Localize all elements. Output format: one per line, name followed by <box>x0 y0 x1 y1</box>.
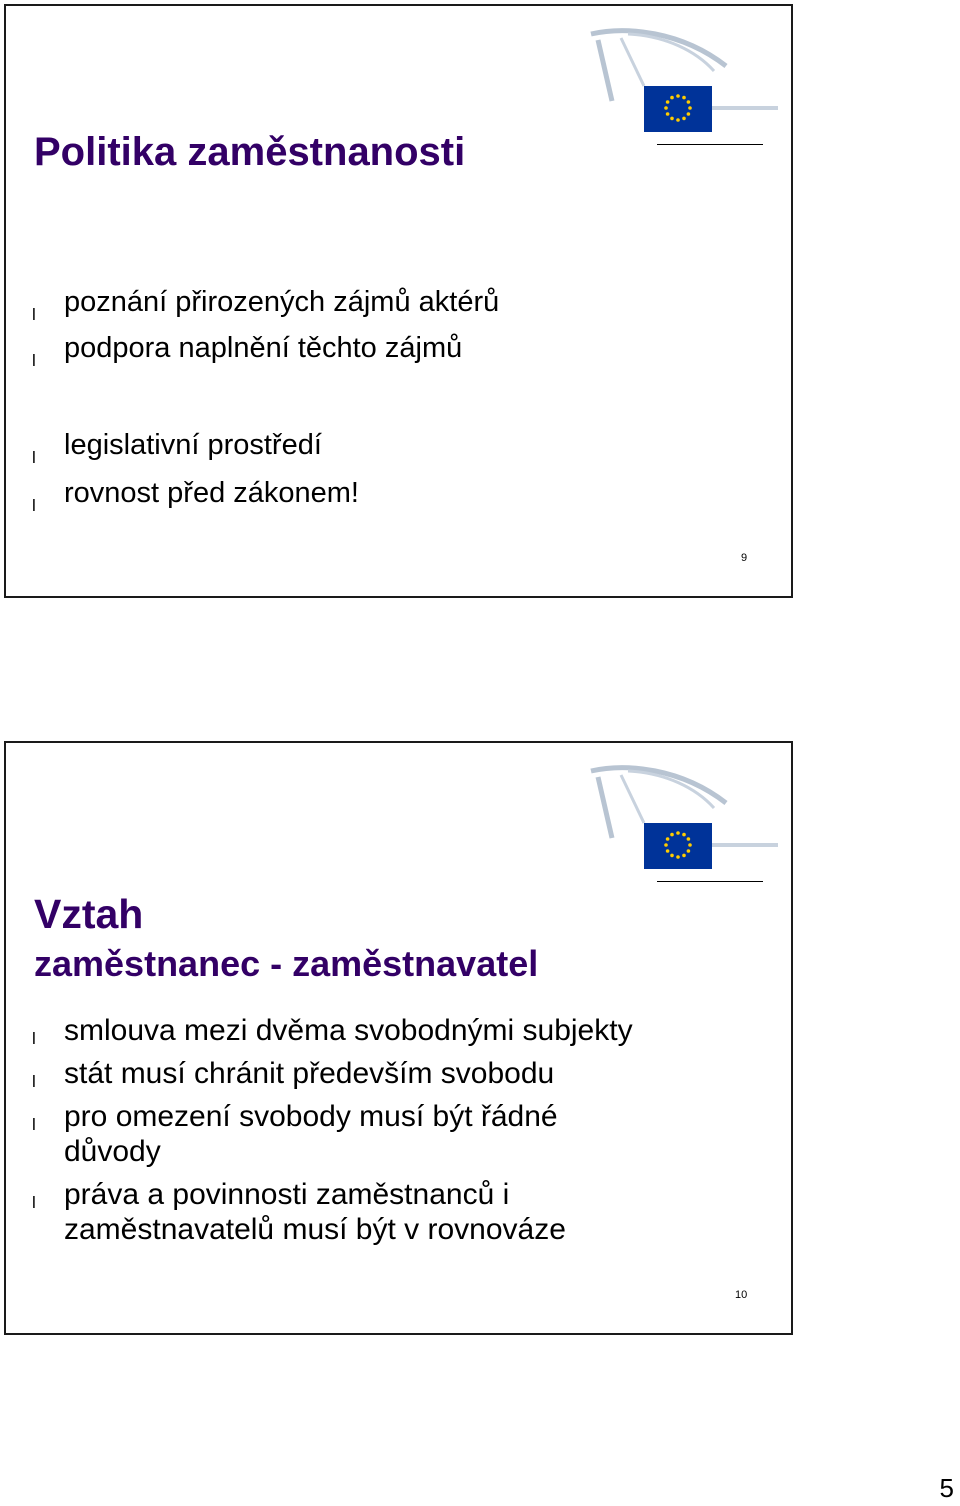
bullet-marker: l <box>32 1029 36 1048</box>
bullet-marker: l <box>32 1115 36 1134</box>
bullet-text: poznání přirozených zájmů aktérů <box>64 286 500 318</box>
bullet-marker: l <box>32 1072 36 1091</box>
bullet-marker: l <box>32 448 36 467</box>
list-item <box>32 469 359 517</box>
list-item <box>32 421 359 469</box>
bullet-list <box>32 421 359 517</box>
bullet-text: legislativní prostředí <box>64 429 322 461</box>
slide-10 <box>4 741 793 1335</box>
list-item <box>32 1056 652 1091</box>
bullet-list <box>32 279 499 371</box>
bullet-list <box>32 1013 652 1255</box>
bullet-marker: l <box>32 351 36 370</box>
list-item <box>32 325 499 371</box>
bullet-text: pro omezení svobody musí být řádné důvody <box>64 1100 558 1168</box>
bullet-marker: l <box>32 1193 36 1212</box>
bullet-text: podpora naplnění těchto zájmů <box>64 332 463 364</box>
slide-number: 9 <box>741 552 748 564</box>
header-rule <box>657 881 763 882</box>
list-item <box>32 1099 652 1169</box>
page-number: 5 <box>939 1473 954 1503</box>
list-item <box>32 279 499 325</box>
header-rule <box>657 144 763 145</box>
bullet-text: stát musí chránit především svobodu <box>64 1057 555 1090</box>
bullet-marker: l <box>32 305 36 324</box>
list-item <box>32 1177 652 1247</box>
bullet-text: práva a povinnosti zaměstnanců i zaměstnavatelů musí být v rovnováze <box>64 1178 566 1246</box>
european-parliament-logo-icon <box>586 26 781 136</box>
slide-title: Vztah <box>34 891 144 937</box>
list-item <box>32 1013 652 1048</box>
bullet-text: smlouva mezi dvěma svobodnými subjekty <box>64 1014 633 1047</box>
slide-9 <box>4 4 793 598</box>
bullet-text: rovnost před zákonem! <box>64 477 359 509</box>
slide-subtitle: zaměstnanec - zaměstnavatel <box>34 943 539 984</box>
slide-title: Politika zaměstnanosti <box>34 130 466 174</box>
bullet-marker: l <box>32 496 36 515</box>
slide-number: 10 <box>735 1289 748 1301</box>
european-parliament-logo-icon <box>586 763 781 873</box>
